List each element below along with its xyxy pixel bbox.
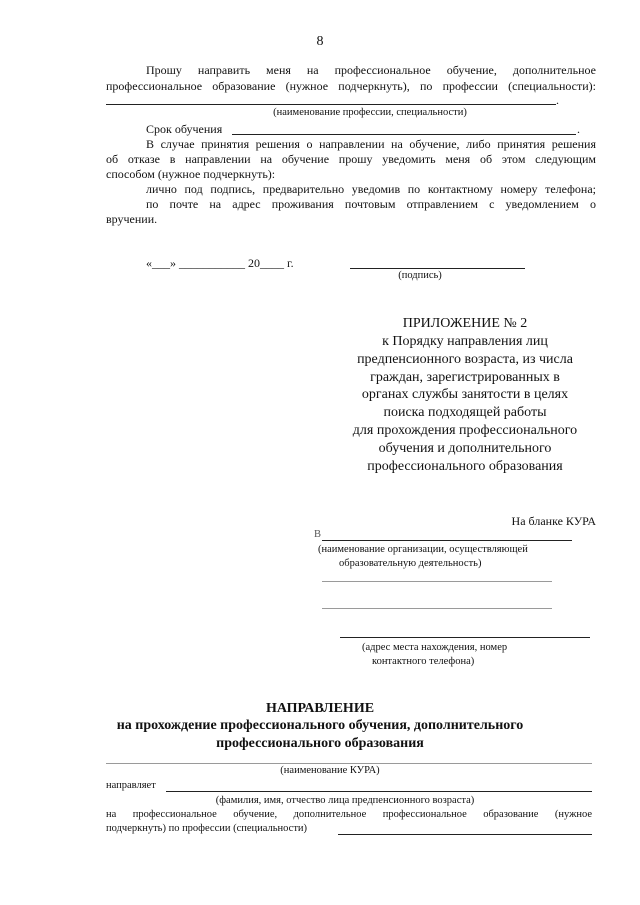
person-hint: (фамилия, имя, отчество лица предпенсионного возраста) <box>215 795 475 806</box>
term-label: Срок обучения <box>146 122 223 136</box>
term-line-end: . <box>577 122 580 136</box>
letterhead-note: На бланке КУРА <box>511 514 596 528</box>
profession-hint: (наименование профессии, специальности) <box>273 107 467 118</box>
organization-fill-line-2 <box>322 581 552 582</box>
notify-line-3: способом (нужное подчеркнуть): <box>106 167 276 181</box>
page-number: 8 <box>316 34 324 49</box>
referral-title: НАПРАВЛЕНИЕ <box>265 701 375 716</box>
sends-label: направляет <box>106 780 156 791</box>
referral-subtitle-2: профессионального образования <box>216 736 424 751</box>
appendix-line: для прохождения профессионального <box>352 423 578 438</box>
date-line: «___» ___________ 20____ г. <box>146 256 294 270</box>
specialty-fill-line <box>338 834 592 835</box>
address-hint-2: контактного телефона) <box>372 656 475 667</box>
referral-body-2: подчеркнуть) по профессии (специальности) <box>106 823 308 834</box>
appendix-line: граждан, зарегистрированных в <box>370 370 560 385</box>
appendix-line: к Порядку направления лиц <box>382 334 548 349</box>
profession-line-end: . <box>556 93 559 107</box>
appendix-line: обучения и дополнительного <box>378 441 552 456</box>
option-by-mail-cont: вручении. <box>106 212 158 226</box>
appendix-line: профессионального образования <box>367 459 563 474</box>
option-by-mail: по почте на адрес проживания почтовым отправлением с уведомлением о <box>146 197 596 211</box>
kura-hint: (наименование КУРА) <box>280 765 380 776</box>
appendix-line: органах службы занятости в целях <box>361 387 569 402</box>
option-in-person: лично под подпись, предварительно уведомив по контактному номеру телефона; <box>146 182 596 196</box>
referral-subtitle-1: на прохождение профессионального обучения, дополнительного <box>116 718 524 733</box>
appendix-line: предпенсионного возраста, из числа <box>357 352 573 367</box>
organization-hint-2: образовательную деятельность) <box>339 558 482 569</box>
referral-body-1: на профессиональное обучение, дополнительное профессиональное образование (нужное <box>106 809 592 820</box>
signature-hint: (подпись) <box>398 270 442 281</box>
appendix-title: ПРИЛОЖЕНИЕ № 2 <box>402 316 528 331</box>
address-fill-line <box>340 637 590 638</box>
address-hint-1: (адрес места нахождения, номер <box>362 642 508 653</box>
person-fill-line <box>166 791 592 792</box>
notify-line-1: В случае принятия решения о направлении на обучение, либо принятия решения <box>146 137 596 151</box>
organization-fill-line <box>322 540 572 541</box>
notify-line-2: об отказе в направлении на обучение прошу уведомить меня об этом следующим <box>106 152 596 166</box>
profession-fill-line <box>106 104 556 105</box>
to-prefix: В <box>314 529 322 540</box>
appendix-line: поиска подходящей работы <box>383 405 547 420</box>
organization-hint-1: (наименование организации, осуществляющей <box>318 544 528 555</box>
request-line-2: профессиональное образование (нужное подчеркнуть), по профессии (специальности): <box>106 79 596 93</box>
request-line-1: Прошу направить меня на профессиональное обучение, дополнительное <box>146 63 596 77</box>
term-fill-line <box>232 134 576 135</box>
organization-fill-line-3 <box>322 608 552 609</box>
